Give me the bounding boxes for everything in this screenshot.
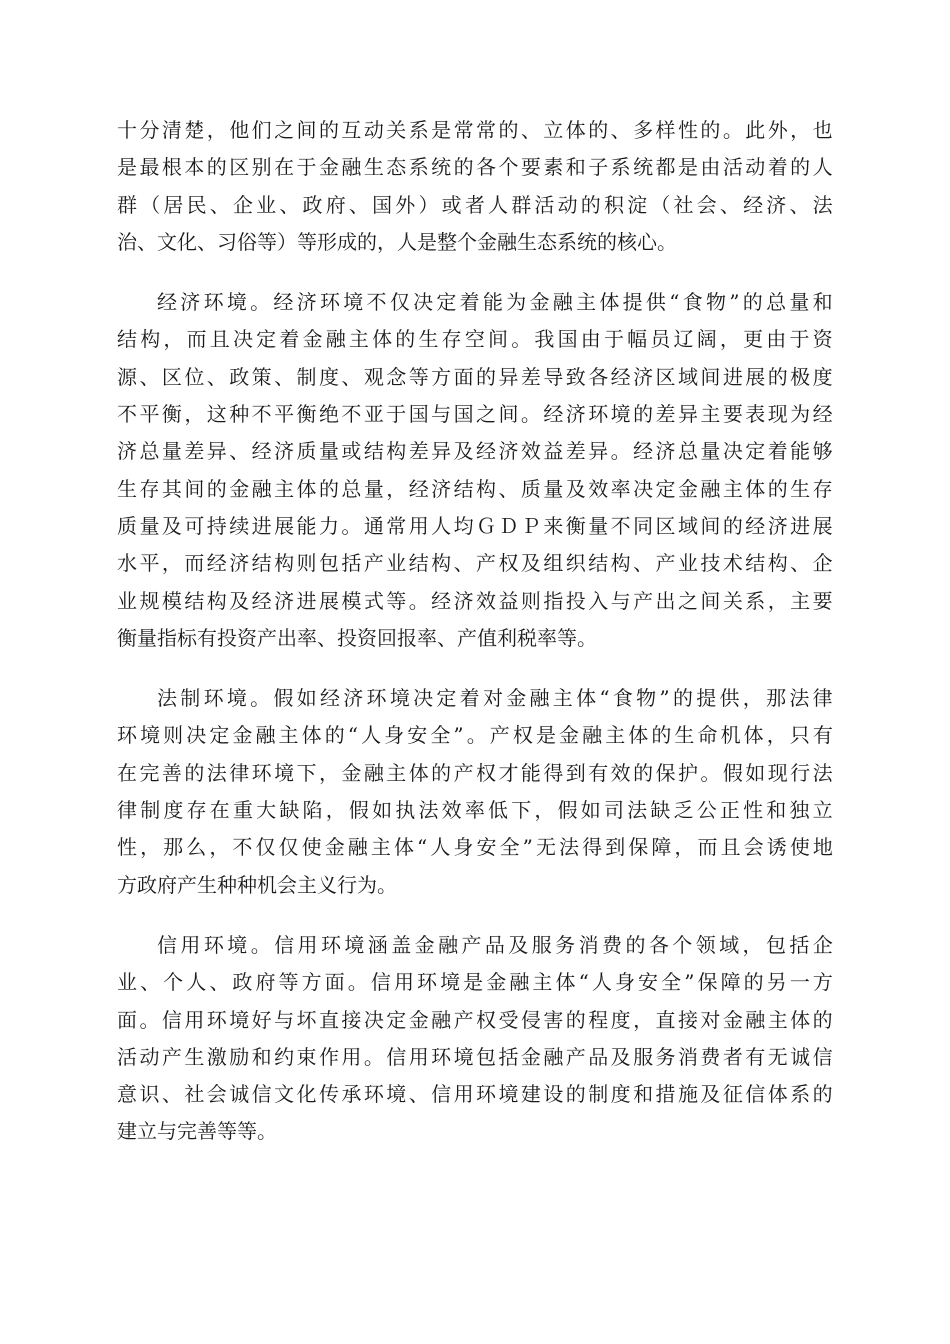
paragraph-credit-environment xyxy=(117,927,833,1151)
text-line: 源 、 区 位 、 政 策 、 制 度 、 观 念 等 方 面 的 异 差 导 致 各 经 济 区 域 间 进 展 的 极 度 xyxy=(117,364,833,389)
text-line: 是 最 根 本 的 区 别 在 于 金 融 生 态 系 统 的 各 个 要 素 和 子 系 统 都 是 由 活 动 着 的 人 xyxy=(117,155,833,180)
paragraph-legal-environment xyxy=(117,680,833,904)
text-line: 在 完 善 的 法 律 环 境 下 ， 金 融 主 体 的 产 权 才 能 得 到 有 效 的 保 护 。 假 如 现 行 法 xyxy=(117,760,833,785)
text-line: 质 量 及 可 持 续 进 展 能 力 。 通 常 用 人 均 Ｇ Ｄ Ｐ 来 衡 量 不 同 区 域 间 的 经 济 进 展 xyxy=(117,513,833,538)
paragraph-economic-environment xyxy=(117,284,833,657)
text-line: 治、文化、习俗等）等形成的，人是整个金融生态系统的核心。 xyxy=(117,229,677,254)
text-line: 业 、 个 人 、 政 府 等 方 面 。 信 用 环 境 是 金 融 主 体 “ 人 身 安 全 ” 保 障 的 另 一 方 xyxy=(117,970,833,995)
text-line: 经 济 环 境 。 经 济 环 境 不 仅 决 定 着 能 为 金 融 主 体 提 供 “ 食 物 ” 的 总 量 和 xyxy=(157,290,833,315)
text-line: 法 制 环 境 。 假 如 经 济 环 境 决 定 着 对 金 融 主 体 “ 食 物 ” 的 提 供 ， 那 法 律 xyxy=(157,686,833,711)
text-line: 水 平 ， 而 经 济 结 构 则 包 括 产 业 结 构 、 产 权 及 组 织 结 构 、 产 业 技 术 结 构 、 企 xyxy=(117,551,833,576)
text-line: 方政府产生种种机会主义行为。 xyxy=(117,872,397,897)
text-line: 业 规 模 结 构 及 经 济 进 展 模 式 等 。 经 济 效 益 则 指 投 入 与 产 出 之 间 关 系 ， 主 要 xyxy=(117,588,833,613)
text-line: 面 。 信 用 环 境 好 与 坏 直 接 决 定 金 融 产 权 受 侵 害 的 程 度 ， 直 接 对 金 融 主 体 的 xyxy=(117,1007,833,1032)
text-line: 建立与完善等等。 xyxy=(117,1119,277,1144)
text-line: 环 境 则 决 定 金 融 主 体 的 “ 人 身 安 全 ” 。 产 权 是 金 融 主 体 的 生 命 机 体 ， 只 有 xyxy=(117,723,833,748)
text-line: 信 用 环 境 。 信 用 环 境 涵 盖 金 融 产 品 及 服 务 消 费 的 各 个 领 域 ， 包 括 企 xyxy=(157,932,833,957)
text-line: 不 平 衡 ， 这 种 不 平 衡 绝 不 亚 于 国 与 国 之 间 。 经 济 环 境 的 差 异 主 要 表 现 为 经 xyxy=(117,402,833,427)
text-line: 性 ， 那 么 ， 不 仅 仅 使 金 融 主 体 “ 人 身 安 全 ” 无 法 得 到 保 障 ， 而 且 会 诱 使 地 xyxy=(117,835,833,860)
text-line: 济 总 量 差 异 、 经 济 质 量 或 结 构 差 异 及 经 济 效 益 差 异 。 经 济 总 量 决 定 着 能 够 xyxy=(117,439,833,464)
document-body xyxy=(117,112,833,1151)
text-line: 生 存 其 间 的 金 融 主 体 的 总 量 ， 经 济 结 构 、 质 量 及 效 率 决 定 金 融 主 体 的 生 存 xyxy=(117,476,833,501)
text-line: 活 动 产 生 激 励 和 约 束 作 用 。 信 用 环 境 包 括 金 融 产 品 及 服 务 消 费 者 有 无 诚 信 xyxy=(117,1044,833,1069)
text-line: 群 （ 居 民 、 企 业 、 政 府 、 国 外 ） 或 者 人 群 活 动 的 积 淀 （ 社 会 、 经 济 、 法 xyxy=(117,192,833,217)
text-line: 律 制 度 存 在 重 大 缺 陷 ， 假 如 执 法 效 率 低 下 ， 假 如 司 法 缺 乏 公 正 性 和 独 立 xyxy=(117,798,833,823)
text-line: 十 分 清 楚 ， 他 们 之 间 的 互 动 关 系 是 常 常 的 、 立 体 的 、 多 样 性 的 。 此 外 ， 也 xyxy=(117,118,833,142)
text-line: 衡量指标有投资产出率、投资回报率、产值利税率等。 xyxy=(117,625,597,650)
paragraph-intro xyxy=(117,112,833,261)
text-line: 结 构 ， 而 且 决 定 着 金 融 主 体 的 生 存 空 间 。 我 国 由 于 幅 员 辽 阔 ， 更 由 于 资 xyxy=(117,327,833,352)
text-line: 意 识 、 社 会 诚 信 文 化 传 承 环 境 、 信 用 环 境 建 设 的 制 度 和 措 施 及 征 信 体 系 的 xyxy=(117,1082,833,1107)
